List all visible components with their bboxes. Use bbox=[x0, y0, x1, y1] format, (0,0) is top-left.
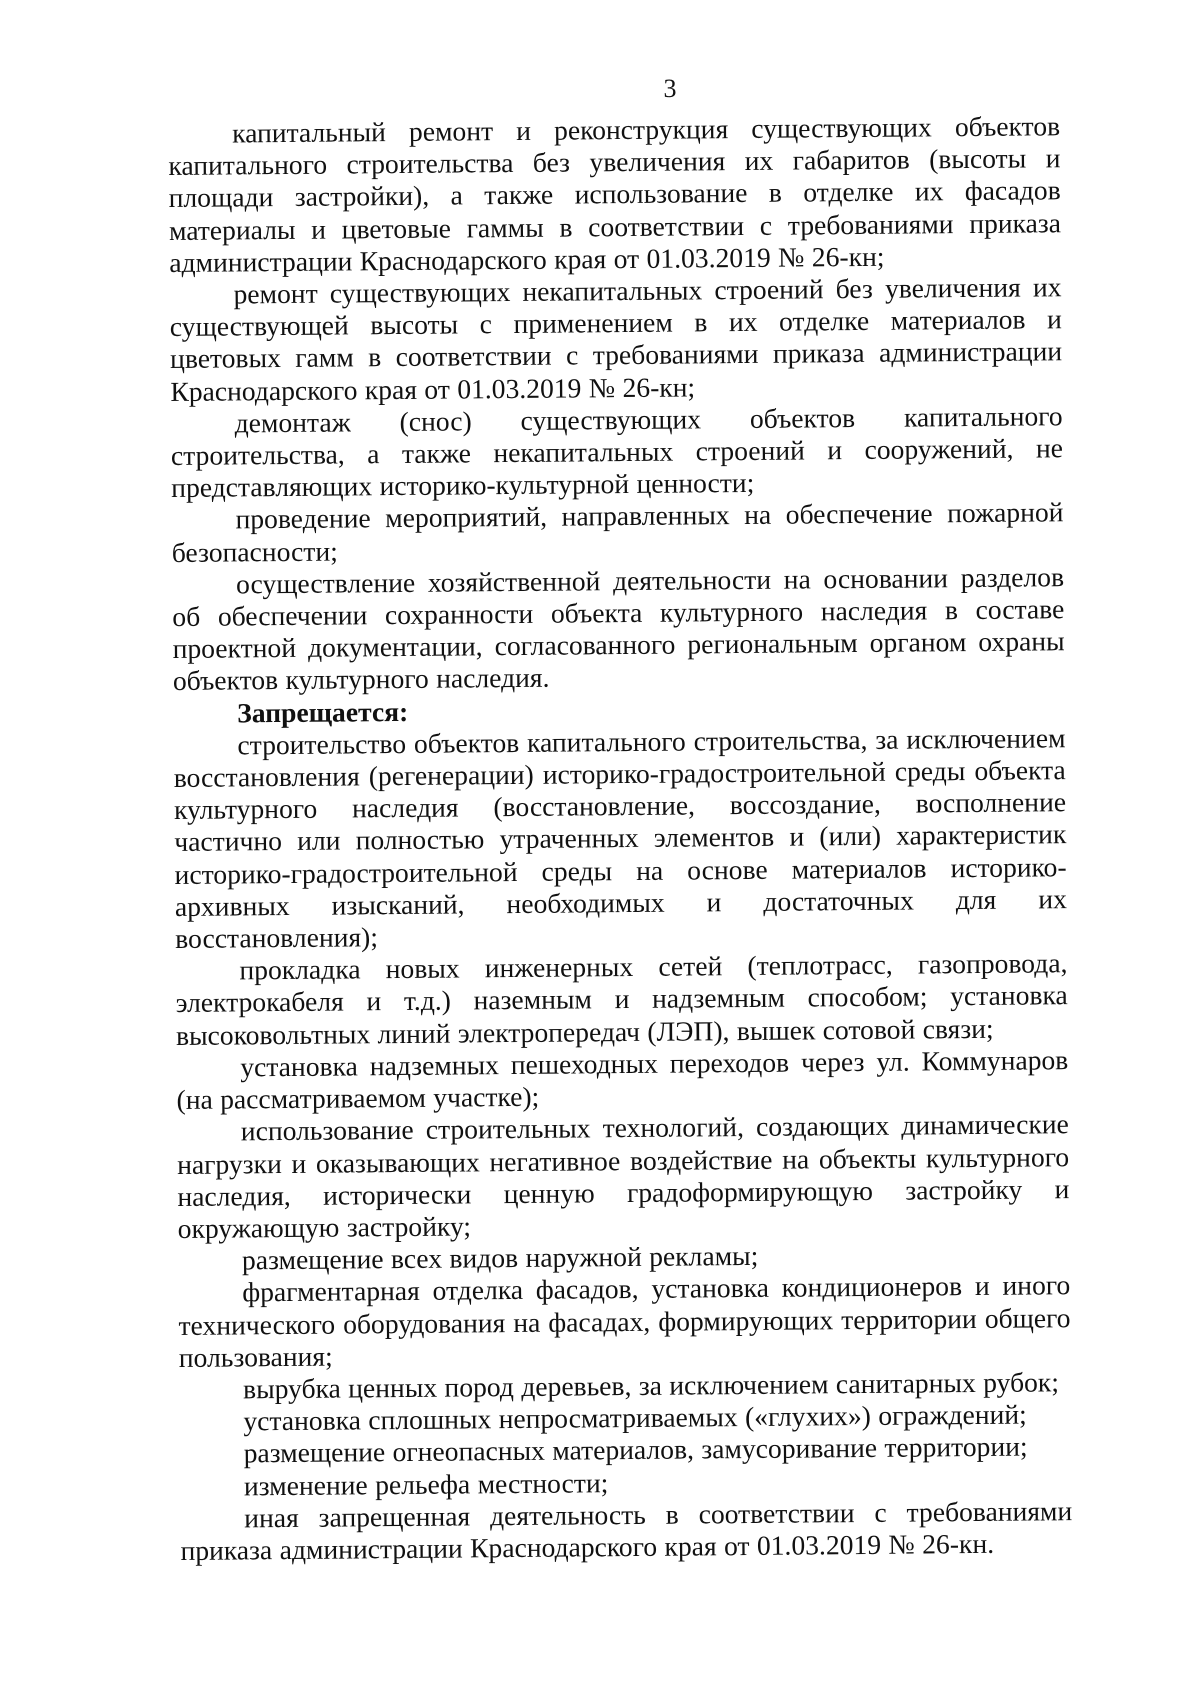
prohibited-item: установка сплошных непросматриваемых («глухих») ограждений; bbox=[243, 1398, 1027, 1437]
document-body bbox=[168, 110, 1073, 1567]
prohibited-item: использование строительных технологий, создающих динамические нагрузки и оказывающих негативное воздействие на объекты культурного наследия, исторически ценную градоформирующую застройку и окружающую застройку; bbox=[176, 1108, 1070, 1244]
prohibited-item: размещение всех видов наружной рекламы; bbox=[241, 1240, 759, 1276]
permitted-item: ремонт существующих некапитальных строений без увеличения их существующей высоты с применением в их отделке материалов и цветовых гамм в соответствии с требованиями приказа администрации Краснодарского края от 01.03.2019 № 26-кн; bbox=[169, 271, 1063, 407]
prohibited-item: строительство объектов капитального строительства, за исключением восстановления (регенерации) историко-градостроительной среды объекта культурного наследия (восстановление, воссоздание, восполнение частично или полностью утраченных элементов и (или) характеристик историко-градостроительной среды на основе материалов историко-архивных изысканий, необходимых и достаточных для их восстановления); bbox=[173, 722, 1067, 955]
prohibited-item: размещение огнеопасных материалов, замусоривание территории; bbox=[243, 1430, 1028, 1469]
permitted-item: демонтаж (снос) существующих объектов капитального строительства, а также некапитальных строений и сооружений, не представляющих историко-культурной ценности; bbox=[170, 400, 1064, 504]
prohibited-heading: Запрещается: bbox=[237, 695, 409, 729]
prohibited-item: установка надземных пешеходных переходов через ул. Коммунаров (на рассматриваемом участке); bbox=[176, 1044, 1069, 1116]
prohibited-item: прокладка новых инженерных сетей (теплотрасс, газопровода, электрокабеля и т.д.) наземным и надземным способом; установка высоковольтных линий электропередач (ЛЭП), вышек сотовой связи; bbox=[175, 947, 1068, 1051]
page-number: 3 bbox=[663, 74, 677, 103]
permitted-item: проведение мероприятий, направленных на обеспечение пожарной безопасности; bbox=[171, 496, 1064, 568]
permitted-item: осуществление хозяйственной деятельности на основании разделов об обеспечении сохранности объекта культурного наследия в составе проектной документации, согласованного региональным органом охраны объектов культурного наследия. bbox=[172, 561, 1065, 697]
prohibited-item: иная запрещенная деятельность в соответствии с требованиями приказа администрации Краснодарского края от 01.03.2019 № 26-кн. bbox=[180, 1494, 1073, 1566]
prohibited-item: фрагментарная отделка фасадов, установка кондиционеров и иного технического оборудования на фасадах, формирующих территории общего пользования; bbox=[178, 1269, 1071, 1373]
prohibited-item: вырубка ценных пород деревьев, за исключением санитарных рубок; bbox=[242, 1366, 1060, 1405]
prohibited-item: изменение рельефа местности; bbox=[243, 1466, 609, 1501]
permitted-item: капитальный ремонт и реконструкция существующих объектов капитального строительства без увеличения их габаритов (высоты и площади застройки), а также использование в отделке их фасадов материалы и цветовые гаммы в соответствии с требованиями приказа администрации Краснодарского края от 01.03.2019 № 26-кн; bbox=[168, 110, 1062, 278]
